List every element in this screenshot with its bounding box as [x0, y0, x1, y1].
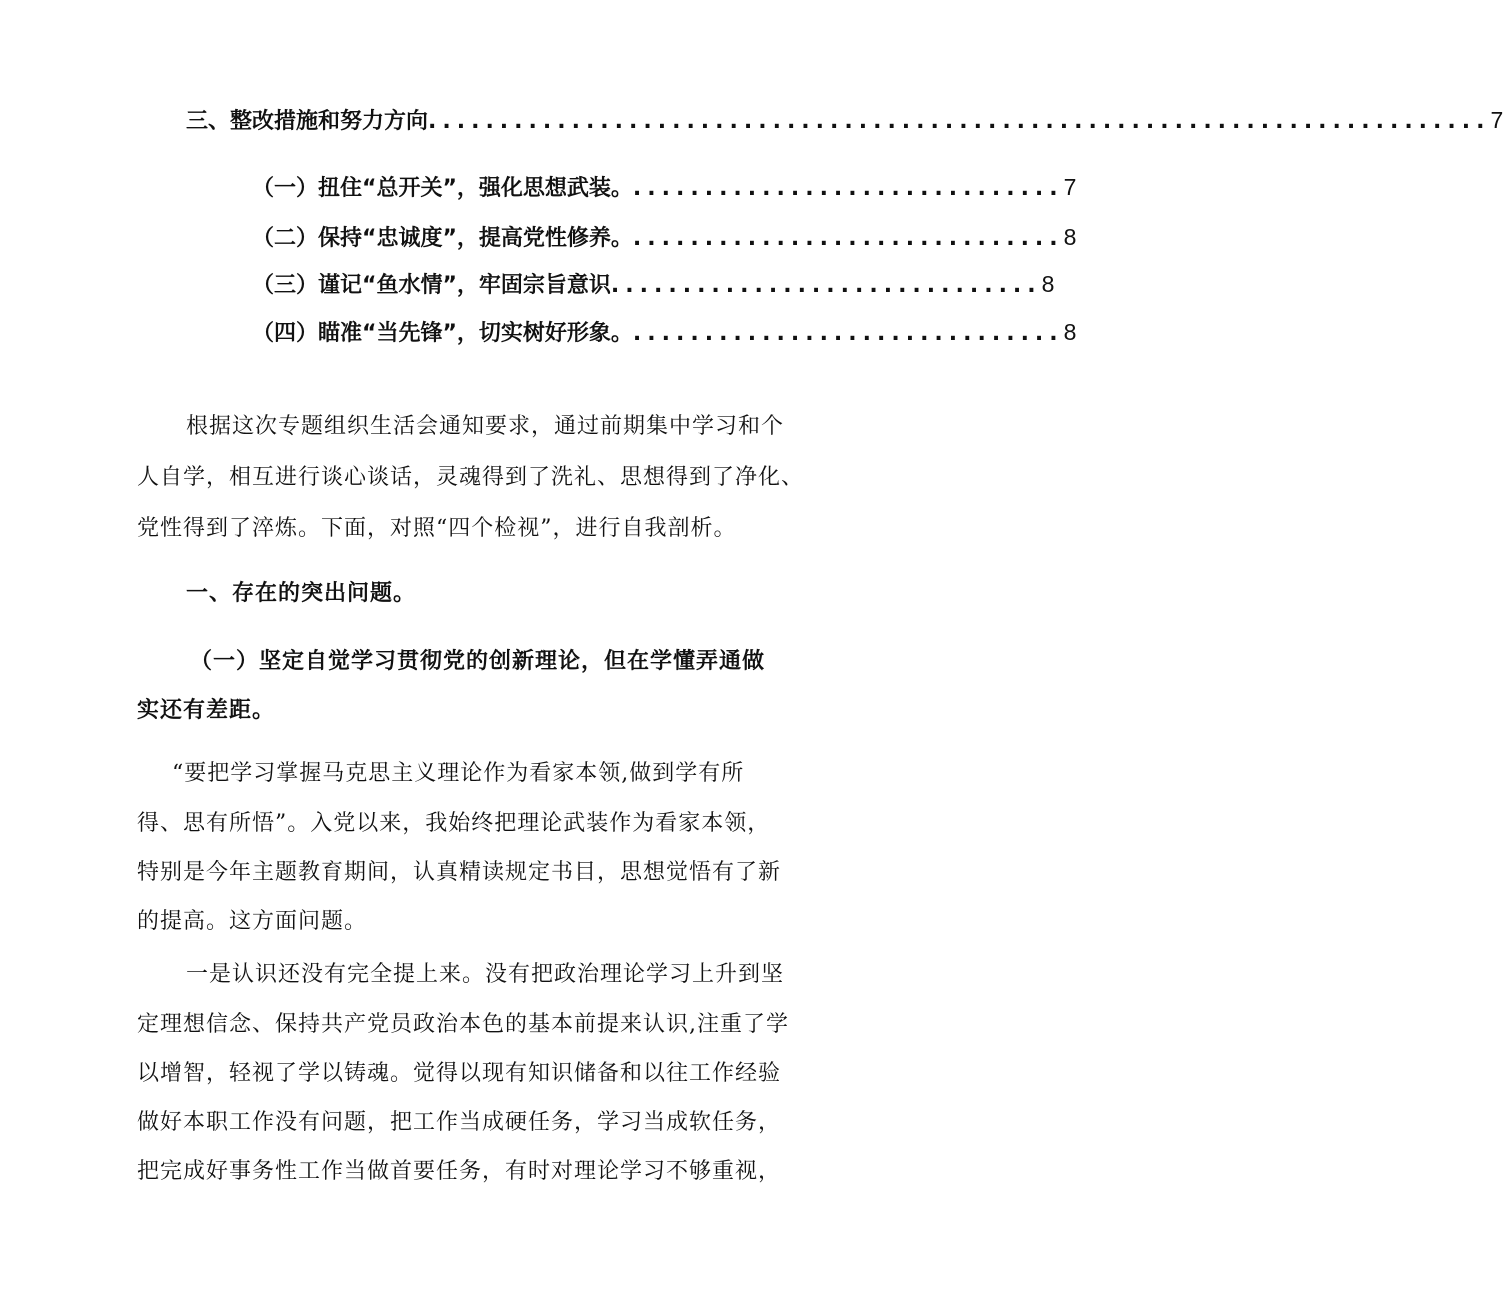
- toc-sub-entry[interactable]: [252, 221, 1077, 252]
- body-line: 一是认识还没有完全提上来。没有把政治理论学习上升到坚: [186, 962, 785, 987]
- intro-line: 根据这次专题组织生活会通知要求，通过前期集中学习和个: [186, 414, 785, 439]
- quote-line: 得、思有所悟”。入党以来，我始终把理论武装作为看家本领，: [137, 811, 771, 836]
- body-line: 以增智，轻视了学以铸魂。觉得以现有知识储备和以往工作经验: [137, 1061, 782, 1086]
- toc-sub-title: （三）谨记“鱼水情”，牢固宗旨意识: [252, 273, 611, 298]
- quote-line: 特别是今年主题教育期间，认真精读规定书目，思想觉悟有了新: [137, 860, 782, 885]
- quote-line: 的提高。这方面问题。: [137, 909, 368, 934]
- toc-main-title: 三、整改措施和努力方向: [186, 109, 429, 134]
- toc-sub-title: （一）扭住“总开关”，强化思想武装。: [252, 176, 633, 201]
- toc-leader-dots: ..............................: [632, 176, 1064, 201]
- toc-sub-entry[interactable]: [252, 316, 1077, 347]
- toc-leader-dots: ..............................: [632, 226, 1064, 251]
- toc-sub-page: 7: [1063, 174, 1077, 200]
- toc-leader-dots: ..............................: [610, 273, 1042, 298]
- toc-sub-title: （四）瞄准“当先锋”，切实树好形象。: [252, 321, 633, 346]
- body-line: 把完成好事务性工作当做首要任务，有时对理论学习不够重视，: [137, 1159, 782, 1184]
- toc-sub-entry[interactable]: [252, 171, 1077, 202]
- toc-leader-dots: ..........................................................................: [428, 109, 1491, 134]
- toc-main-entry[interactable]: [186, 104, 1503, 135]
- intro-line: 人自学，相互进行谈心谈话，灵魂得到了洗礼、思想得到了净化、: [137, 465, 805, 490]
- intro-line: 党性得到了淬炼。下面，对照“四个检视”，进行自我剖析。: [137, 516, 737, 541]
- toc-leader-dots: ..............................: [632, 321, 1064, 346]
- body-line: 定理想信念、保持共产党员政治本色的基本前提来认识,注重了学: [137, 1012, 789, 1037]
- toc-sub-page: 8: [1041, 271, 1055, 297]
- toc-sub-entry[interactable]: [252, 268, 1055, 299]
- toc-sub-title: （二）保持“忠诚度”，提高党性修养。: [252, 226, 633, 251]
- toc-main-page: 7: [1490, 107, 1503, 133]
- toc-sub-page: 8: [1063, 224, 1077, 250]
- quote-line: “要把学习掌握马克思主义理论作为看家本领,做到学有所: [172, 761, 745, 786]
- toc-sub-page: 8: [1063, 319, 1077, 345]
- subsection-heading-line: （一）坚定自觉学习贯彻党的创新理论，但在学懂弄通做: [190, 649, 766, 674]
- body-line: 做好本职工作没有问题，把工作当成硬任务，学习当成软任务，: [137, 1110, 782, 1135]
- subsection-heading-line: 实还有差距。: [137, 698, 276, 723]
- section-heading: 一、存在的突出问题。: [186, 581, 417, 606]
